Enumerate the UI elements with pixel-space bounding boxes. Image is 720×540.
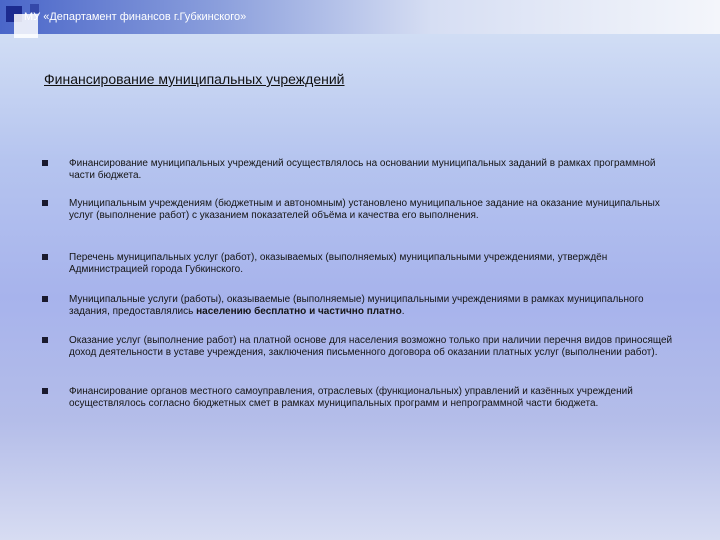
square-bullet-icon <box>42 388 48 394</box>
list-item-text: Муниципальным учреждениям (бюджетным и автономным) установлено муниципальное задание на оказание муниципальных услуг (выполнение работ) с указанием показателей объёма и качества его выполнения. <box>69 198 660 221</box>
square-bullet-icon <box>42 200 48 206</box>
square-bullet-icon <box>42 254 48 260</box>
list-item-text: Перечень муниципальных услуг (работ), оказываемых (выполняемых) муниципальными учреждениями, утверждён Администрацией города Губкинского. <box>69 252 608 275</box>
list-item-bold-text: населению бесплатно и частично платно <box>196 305 402 317</box>
list-item-text <box>69 294 677 317</box>
header-title: МУ «Департамент финансов г.Губкинского» <box>24 11 247 23</box>
list-item-text-part: Муниципальные услуги (работы), оказываемые (выполняемые) муниципальными учреждениями в рамках муниципального задания, предоставлялись <box>69 294 644 317</box>
list-item-text-part: . <box>401 305 405 317</box>
list-item-text: Финансирование органов местного самоуправления, отраслевых (функциональных) управлений и казённых учреждений осуществлялось согласно бюджетных смет в рамках муниципальных программ и непрограммной части бюджета. <box>69 386 633 409</box>
list-item-text: Финансирование муниципальных учреждений осуществлялось на основании муниципальных заданий в рамках программной части бюджета. <box>69 158 656 181</box>
square-bullet-icon <box>42 296 48 302</box>
square-bullet-icon <box>42 160 48 166</box>
square-bullet-icon <box>42 337 48 343</box>
header-bar <box>0 0 720 34</box>
page-title: Финансирование муниципальных учреждений <box>44 71 345 87</box>
list-item-text: Оказание услуг (выполнение работ) на платной основе для населения возможно только при наличии перечня видов приносящей доход деятельности в уставе учреждения, заключения письменного договора об оказании платных услуг (выполнении работ). <box>69 335 673 358</box>
